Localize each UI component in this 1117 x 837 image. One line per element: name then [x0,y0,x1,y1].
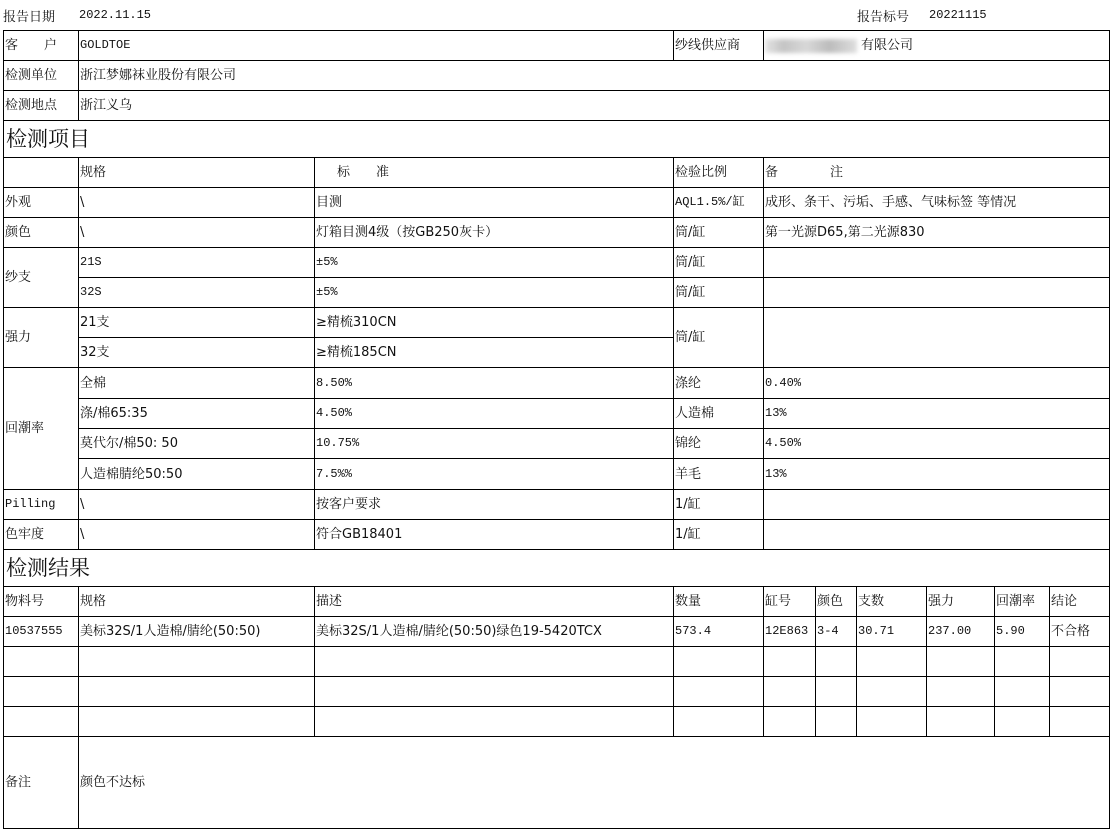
results-row [4,617,1110,647]
results-empty-row [4,647,1110,677]
results-section-row [4,550,1110,587]
count-row [4,248,1110,278]
moisture-value: 7.5%% [315,459,674,490]
results-empty-row [4,707,1110,737]
results-header-desc: 描述 [315,587,674,617]
moisture-spec: 莫代尔/棉50: 50 [79,429,315,459]
strength-standard: ≥精梳185CN [315,338,674,368]
result-verdict: 不合格 [1050,617,1110,647]
fastness-remark [764,520,1110,550]
moisture-spec: 人造棉腈纶50:50 [79,459,315,490]
remarks-label: 备注 [4,737,79,829]
pilling-label: Pilling [4,490,79,520]
count-ratio: 筒/缸 [674,278,764,308]
moisture-value: 4.50% [315,399,674,429]
results-header-material: 物料号 [4,587,79,617]
result-spec: 美标32S/1人造棉/腈纶(50:50) [79,617,315,647]
supplier-label: 纱线供应商 [674,31,764,61]
results-section-title: 检测结果 [4,550,1110,587]
items-header-blank [4,158,79,188]
count-spec: 32S [79,278,315,308]
strength-remark [764,308,1110,368]
moisture-fiber: 人造棉 [674,399,764,429]
color-spec: \ [79,218,315,248]
result-count: 30.71 [857,617,927,647]
remarks-row [4,737,1110,829]
result-strength: 237.00 [927,617,995,647]
result-qty: 573.4 [674,617,764,647]
strength-standard: ≥精梳310CN [315,308,674,338]
result-material: 10537555 [4,617,79,647]
results-header-vat: 缸号 [764,587,816,617]
items-header-standard: 标 准 [315,158,674,188]
items-section-row [4,121,1110,158]
result-desc: 美标32S/1人造棉/腈纶(50:50)绿色19-5420TCX [315,617,674,647]
fastness-label: 色牢度 [4,520,79,550]
items-header-ratio: 检验比例 [674,158,764,188]
moisture-row [4,399,1110,429]
appearance-standard: 目测 [315,188,674,218]
moisture-fiber: 羊毛 [674,459,764,490]
results-header-moisture: 回潮率 [995,587,1050,617]
appearance-label: 外观 [4,188,79,218]
pilling-ratio: 1/缸 [674,490,764,520]
color-remark: 第一光源D65,第二光源830 [764,218,1110,248]
count-remark [764,248,1110,278]
moisture-fiber: 涤纶 [674,368,764,399]
items-header-spec: 规格 [79,158,315,188]
strength-ratio: 筒/缸 [674,308,764,368]
pilling-standard: 按客户要求 [315,490,674,520]
appearance-remark: 成形、条干、污垢、手感、气味标签 等情况 [764,188,1110,218]
moisture-fiber-value: 4.50% [764,429,1110,459]
strength-spec: 32支 [79,338,315,368]
items-header-row [4,158,1110,188]
results-header-count: 支数 [857,587,927,617]
moisture-value: 8.50% [315,368,674,399]
results-empty-row [4,677,1110,707]
fastness-ratio: 1/缸 [674,520,764,550]
pilling-row [4,490,1110,520]
count-ratio: 筒/缸 [674,248,764,278]
location-label: 检测地点 [4,91,79,121]
supplier-visible-text: 有限公司 [861,38,914,53]
remarks-text: 颜色不达标 [79,737,1110,829]
fastness-row [4,520,1110,550]
customer-value: GOLDTOE [79,31,674,61]
color-standard: 灯箱目测4级（按GB250灰卡） [315,218,674,248]
report-no: 20221115 [929,8,987,22]
customer-label: 客 户 [4,31,79,61]
moisture-row [4,459,1110,490]
customer-row [4,31,1110,61]
supplier-value [764,31,1110,61]
moisture-spec: 全棉 [79,368,315,399]
report-date: 2022.11.15 [79,8,152,22]
moisture-row [4,429,1110,459]
count-standard: ±5% [315,248,674,278]
redacted-blur [765,39,857,53]
color-ratio: 筒/缸 [674,218,764,248]
result-moisture: 5.90 [995,617,1050,647]
unit-row [4,61,1110,91]
results-header-row [4,587,1110,617]
results-header-strength: 强力 [927,587,995,617]
results-header-color: 颜色 [816,587,857,617]
fastness-spec: \ [79,520,315,550]
items-section-title: 检测项目 [4,121,1110,158]
appearance-row [4,188,1110,218]
strength-row [4,308,1110,338]
result-color: 3-4 [816,617,857,647]
count-remark [764,278,1110,308]
appearance-ratio: AQL1.5%/缸 [674,188,764,218]
unit-label: 检测单位 [4,61,79,91]
color-row [4,218,1110,248]
appearance-spec: \ [79,188,315,218]
strength-spec: 21支 [79,308,315,338]
pilling-remark [764,490,1110,520]
results-header-qty: 数量 [674,587,764,617]
location-value: 浙江义乌 [79,91,1110,121]
location-row [4,91,1110,121]
report-no-label: 报告标号 [857,10,910,25]
results-header-spec: 规格 [79,587,315,617]
count-label: 纱支 [4,248,79,308]
moisture-value: 10.75% [315,429,674,459]
moisture-row [4,368,1110,399]
color-label: 颜色 [4,218,79,248]
items-header-remark: 备 注 [764,158,1110,188]
moisture-label: 回潮率 [4,368,79,490]
result-vat: 12E863 [764,617,816,647]
report-date-label: 报告日期 [3,10,56,25]
moisture-fiber: 锦纶 [674,429,764,459]
inspection-report-table [3,30,1110,829]
moisture-spec: 涤/棉65:35 [79,399,315,429]
pilling-spec: \ [79,490,315,520]
results-header-verdict: 结论 [1050,587,1110,617]
fastness-standard: 符合GB18401 [315,520,674,550]
moisture-fiber-value: 13% [764,459,1110,490]
moisture-fiber-value: 13% [764,399,1110,429]
unit-value: 浙江梦娜袜业股份有限公司 [79,61,1110,91]
moisture-fiber-value: 0.40% [764,368,1110,399]
count-standard: ±5% [315,278,674,308]
strength-label: 强力 [4,308,79,368]
count-spec: 21S [79,248,315,278]
count-row [4,278,1110,308]
